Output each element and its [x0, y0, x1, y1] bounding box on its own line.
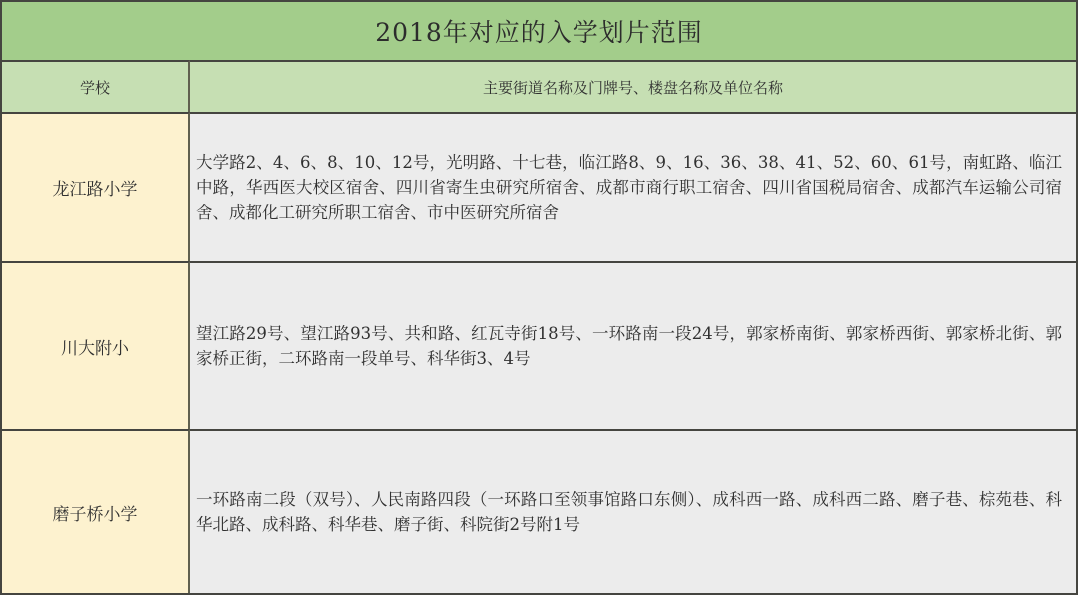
range-cell-moziqiao: 一环路南二段（双号）、人民南路四段（一环路口至领事馆路口东侧）、成科西一路、成科西二路、磨子巷、棕苑巷、科华北路、成科路、科华巷、磨子街、科院街2号附1号 — [190, 429, 1076, 593]
range-cell-longjianglu: 大学路2、4、6、8、10、12号，光明路、十七巷，临江路8、9、16、36、38、41、52、60、61号，南虹路、临江中路，华西医大校区宿舍、四川省寄生虫研究所宿舍、成都市商行职工宿舍、四川省国税局宿舍、成都汽车运输公司宿舍、成都化工研究所职工宿舍、市中医研究所宿舍 — [190, 112, 1076, 261]
school-cell-longjianglu: 龙江路小学 — [2, 112, 190, 261]
page-title: 2018年对应的入学划片范围 — [2, 2, 1076, 60]
school-cell-chuandafuxiao: 川大附小 — [2, 261, 190, 429]
column-header-range: 主要街道名称及门牌号、楼盘名称及单位名称 — [190, 60, 1076, 112]
column-header-school: 学校 — [2, 60, 190, 112]
range-cell-chuandafuxiao: 望江路29号、望江路93号、共和路、红瓦寺街18号、一环路南一段24号，郭家桥南街、郭家桥西街、郭家桥北街、郭家桥正街，二环路南一段单号、科华街3、4号 — [190, 261, 1076, 429]
school-cell-moziqiao: 磨子桥小学 — [2, 429, 190, 593]
